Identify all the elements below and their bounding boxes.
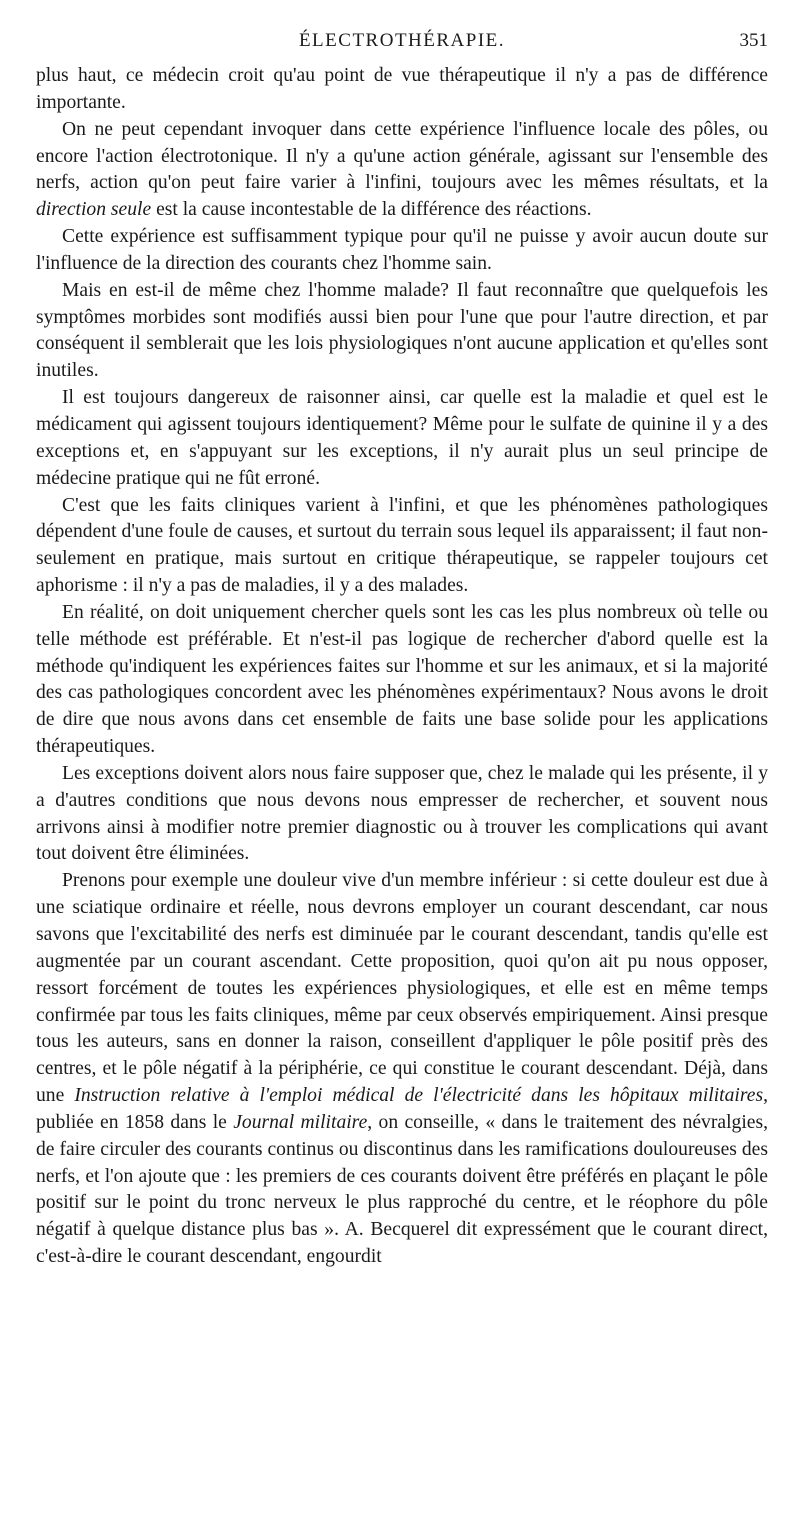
paragraph-text: Prenons pour exemple une douleur vive d'un membre inférieur : si cette douleur est due à une sciatique ordinaire et réelle, nous devrons employer un courant descendant, car nous savons que l'excitabilité des nerfs est diminuée par le courant descendant, tandis qu'elle est augmentée par un courant ascendant. Cette proposition, quoi qu'on ait pu nous opposer, ressort forcément de toutes les expériences physiologiques, et elle est en même temps confirmée par tous les faits cliniques, même par ceux observés empiriquement. Ainsi presque tous les auteurs, sans en donner la raison, conseillent d'appliquer le pôle positif près des centres, et le pôle négatif à la périphérie, ce qui constitue le courant descendant. Déjà, dans une bbox=[36, 870, 768, 1107]
paragraph-text: Cette expérience est suffisamment typique pour qu'il ne puisse y avoir aucun doute sur l'influence de la direction des courants chez l'homme sain. bbox=[36, 226, 768, 274]
paragraph-text: Mais en est-il de même chez l'homme malade? Il faut reconnaître que quelquefois les symptômes morbides sont modifiés aussi bien pour l'une que pour l'autre direction, et par conséquent il semblerait que les lois physiologiques n'ont aucune application et qu'elles sont inutiles. bbox=[36, 279, 768, 382]
paragraph-text: Il est toujours dangereux de raisonner ainsi, car quelle est la maladie et quel est le médicament qui agissent toujours identiquement? Même pour le sulfate de quinine il y a des exceptions et, en s'appuyant sur les exceptions, il n'y aurait plus un seul principe de médecine pratique qui ne fût erroné. bbox=[36, 387, 768, 489]
paragraph-text: , on conseille, « dans le traitement des névralgies, de faire circuler des courants continus ou discontinus dans les ramifications douloureuses des nerfs, et l'on ajoute que : les premiers de ces courants doivent être préférés en plaçant le pôle positif sur le point du tronc nerveux le plus rapproché du centre, et le réophore du pôle négatif à quelque distance plus bas ». A. Becquerel dit expressément que le courant direct, c'est-à-dire le courant descendant, engourdit bbox=[36, 1111, 768, 1268]
paragraph-text: plus haut, ce médecin croit qu'au point de vue thérapeutique il n'y a pas de différence importante. bbox=[36, 65, 768, 113]
paragraph-4 bbox=[36, 278, 768, 385]
paragraph-text: En réalité, on doit uniquement chercher quels sont les cas les plus nombreux où telle ou telle méthode est préférable. Et n'est-il pas logique de rechercher d'abord quelle est la méthode qu'indiquent les expériences faites sur l'homme et sur les animaux, et si la majorité des cas pathologiques concordent avec les phénomènes expérimentaux? Nous avons le droit de dire que nous avons dans cet ensemble de faits une base solide pour les applications thérapeutiques. bbox=[36, 601, 768, 758]
paragraph-3 bbox=[36, 224, 768, 278]
paragraph-5 bbox=[36, 385, 768, 492]
paragraph-7 bbox=[36, 600, 768, 761]
paragraph-1 bbox=[36, 63, 768, 117]
body-text bbox=[36, 63, 768, 1271]
paragraph-2 bbox=[36, 117, 768, 224]
italic-phrase: direction seule bbox=[36, 199, 152, 221]
page-header bbox=[36, 30, 768, 60]
paragraph-6 bbox=[36, 493, 768, 600]
paragraph-text: , publiée en 1858 dans le bbox=[36, 1085, 768, 1133]
paragraph-text: Les exceptions doivent alors nous faire supposer que, chez le malade qui les présente, il y a d'autres conditions que nous devons nous empresser de rechercher, et souvent nous arrivons ainsi à modifier notre premier diagnostic ou à trouver les complications qui avant tout doivent être éliminées. bbox=[36, 762, 768, 865]
running-title: ÉLECTROTHÉRAPIE. bbox=[298, 30, 506, 51]
paragraph-text: On ne peut cependant invoquer dans cette expérience l'influence locale des pôles, ou encore l'action électrotonique. Il n'y a qu'une action générale, agissant sur l'ensemble des nerfs, action qu'on peut faire varier à l'infini, toujours avec les mêmes résultats, et la bbox=[36, 118, 768, 194]
italic-title: Instruction relative à l'emploi médical de l'électricité dans les hôpitaux militaires bbox=[74, 1085, 764, 1107]
paragraph-8 bbox=[36, 761, 768, 868]
paragraph-text: C'est que les faits cliniques varient à l'infini, et que les phénomènes pathologiques dépendent d'une foule de causes, et surtout du terrain sous lequel ils apparaissent; il faut non-seulement en pratique, mais surtout en critique thérapeutique, se rappeler toujours cet aphorisme : il n'y a pas de maladies, il y a des malades. bbox=[36, 494, 768, 597]
paragraph-9 bbox=[36, 868, 768, 1271]
paragraph-text: est la cause incontestable de la différence des réactions. bbox=[151, 199, 592, 221]
page-number: 351 bbox=[739, 30, 768, 51]
italic-title: Journal militaire bbox=[233, 1111, 368, 1133]
